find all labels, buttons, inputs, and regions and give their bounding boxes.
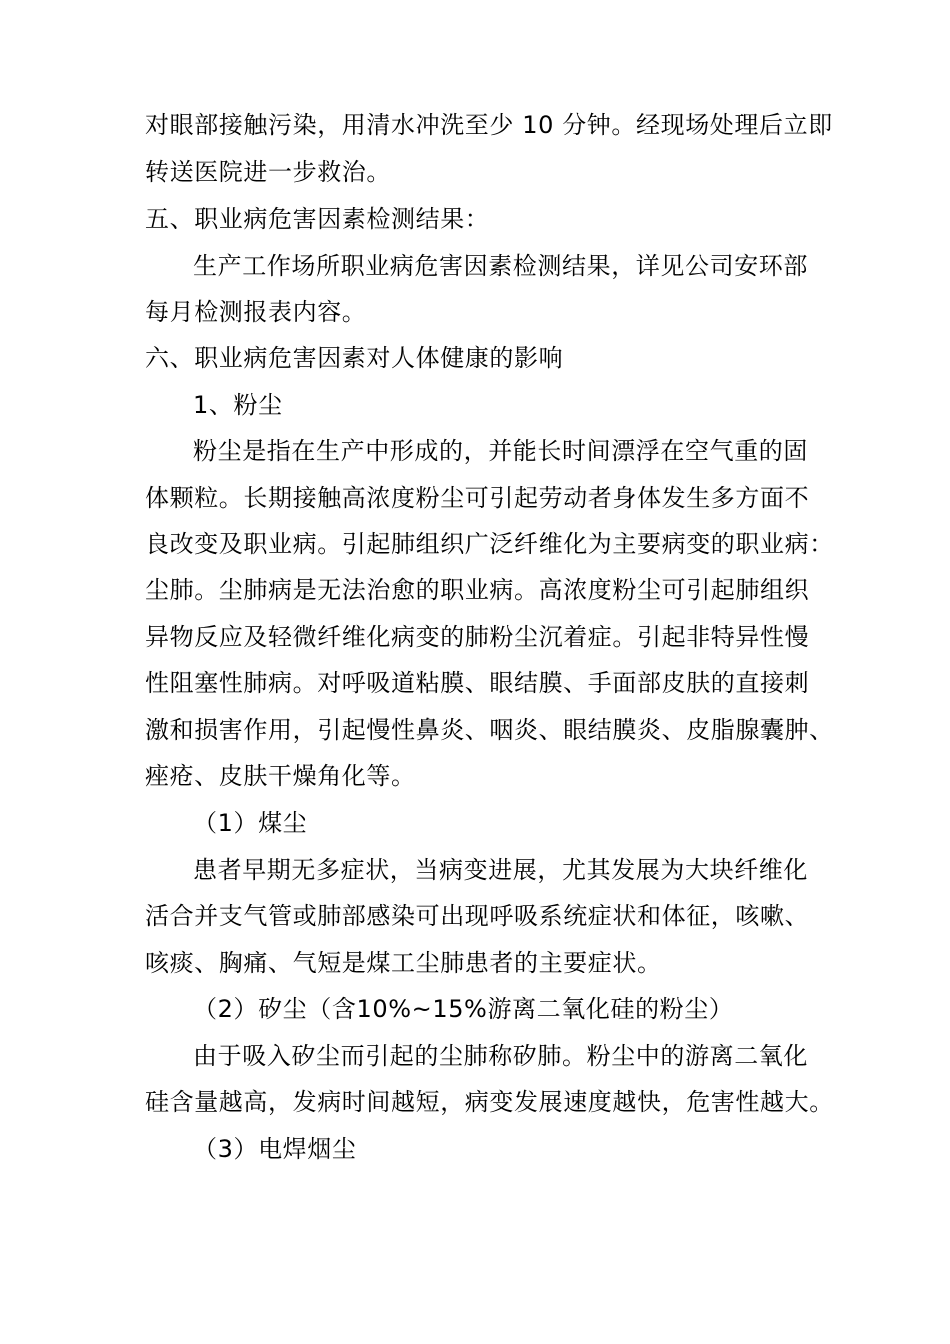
paragraph-line: 异物反应及轻微纤维化病变的肺粉尘沉着症。引起非特异性慢	[145, 623, 810, 651]
paragraph-line: 每月检测报表内容。	[145, 298, 367, 326]
paragraph-line: 由于吸入矽尘而引起的尘肺称矽肺。粉尘中的游离二氧化	[193, 1042, 808, 1070]
paragraph-line: 患者早期无多症状，当病变进展，尤其发展为大块纤维化	[193, 856, 808, 884]
paragraph-line: 活合并支气管或肺部感染可出现呼吸系统症状和体征，咳嗽、	[145, 902, 810, 930]
paragraph-line: 性阻塞性肺病。对呼吸道粘膜、眼结膜、手面部皮肤的直接刺	[145, 669, 810, 697]
subsection-heading: 1、粉尘	[193, 391, 283, 419]
item-heading: （1）煤尘	[193, 809, 308, 837]
item-heading: （3）电焊烟尘	[193, 1135, 357, 1163]
paragraph-line: 尘肺。尘肺病是无法治愈的职业病。高浓度粉尘可引起肺组织	[145, 576, 810, 604]
paragraph-line: 转送医院进一步救治。	[145, 158, 391, 186]
paragraph-line: 激和损害作用，引起慢性鼻炎、咽炎、眼结膜炎、皮脂腺囊肿、	[145, 716, 834, 744]
item-heading: （2）矽尘（含10%~15%游离二氧化硅的粉尘）	[193, 995, 734, 1023]
paragraph-line: 咳痰、胸痛、气短是煤工尘肺患者的主要症状。	[145, 949, 662, 977]
paragraph-line: 粉尘是指在生产中形成的，并能长时间漂浮在空气重的固	[193, 437, 808, 465]
paragraph-line: 对眼部接触污染，用清水冲洗至少 10 分钟。经现场处理后立即	[145, 111, 833, 139]
section-heading: 五、职业病危害因素检测结果：	[145, 205, 490, 233]
section-heading: 六、职业病危害因素对人体健康的影响	[145, 344, 564, 372]
paragraph-line: 良改变及职业病。引起肺组织广泛纤维化为主要病变的职业病：	[145, 530, 834, 558]
paragraph-line: 体颗粒。长期接触高浓度粉尘可引起劳动者身体发生多方面不	[145, 484, 810, 512]
paragraph-line: 生产工作场所职业病危害因素检测结果，详见公司安环部	[193, 252, 808, 280]
paragraph-line: 痤疮、皮肤干燥角化等。	[145, 762, 416, 790]
paragraph-line: 硅含量越高，发病时间越短，病变发展速度越快，危害性越大。	[145, 1088, 834, 1116]
